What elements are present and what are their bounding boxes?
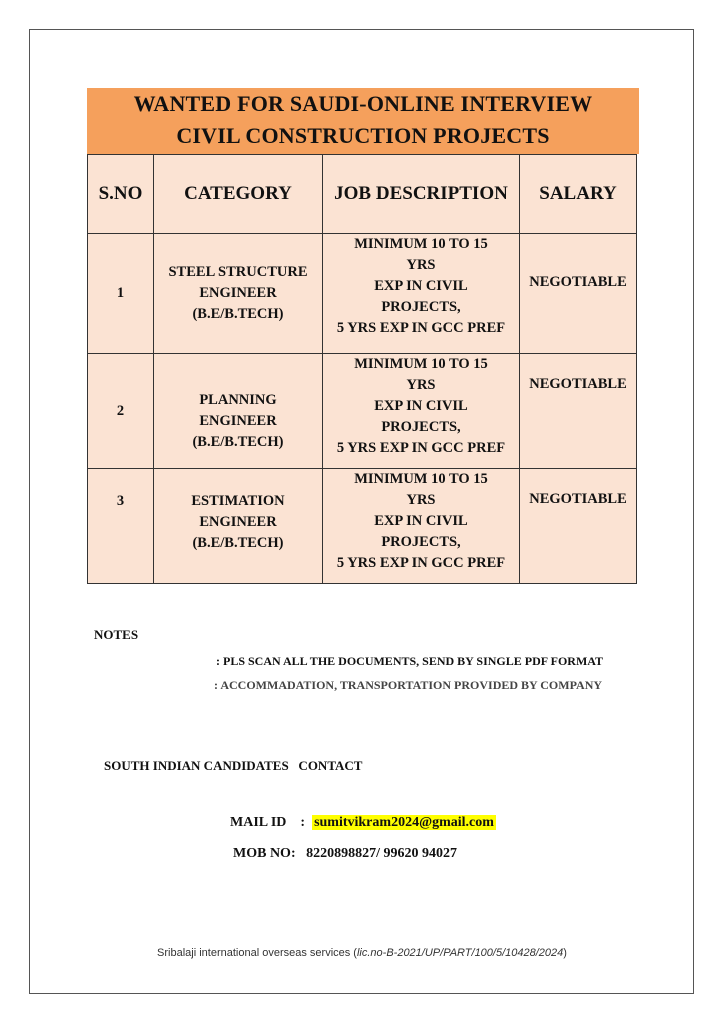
footer-company-name: Sribalaji international overseas services (: [157, 947, 357, 959]
row-sno: 1: [88, 234, 154, 354]
row-job-description: MINIMUM 10 TO 15 YRS EXP IN CIVIL PROJECTS, 5 YRS EXP IN GCC PREF: [323, 234, 520, 354]
header-category: CATEGORY: [154, 155, 323, 234]
mail-link[interactable]: sumitvikram2024@gmail.com: [314, 815, 494, 830]
jobs-table: [87, 154, 637, 584]
row-sno: 3: [88, 469, 154, 584]
table-header-row: [88, 155, 637, 234]
row-salary: NEGOTIABLE: [520, 234, 637, 354]
note-item: : ACCOMMADATION, TRANSPORTATION PROVIDED BY COMPANY: [214, 678, 603, 692]
table-row: [88, 234, 637, 354]
row-salary: NEGOTIABLE: [520, 469, 637, 584]
mobile-number: 8220898827/ 99620 94027: [302, 846, 457, 861]
header-salary: SALARY: [520, 155, 637, 234]
table-row: [88, 469, 637, 584]
row-category: STEEL STRUCTURE ENGINEER (B.E/B.TECH): [154, 234, 323, 354]
row-job-description: MINIMUM 10 TO 15 YRS EXP IN CIVIL PROJECTS, 5 YRS EXP IN GCC PREF: [323, 469, 520, 584]
row-category: PLANNING ENGINEER (B.E/B.TECH): [154, 354, 323, 469]
row-sno: 2: [88, 354, 154, 469]
row-category: ESTIMATION ENGINEER (B.E/B.TECH): [154, 469, 323, 584]
footer-company: [0, 947, 724, 959]
header-banner: [87, 88, 639, 154]
mobile-label: MOB NO:: [233, 846, 303, 861]
footer-close: ): [563, 947, 567, 959]
row-salary: NEGOTIABLE: [520, 354, 637, 469]
header-sno: S.NO: [88, 155, 154, 234]
footer-license: lic.no-B-2021/UP/PART/100/5/10428/2024: [356, 947, 564, 959]
mail-label: MAIL ID :: [230, 815, 313, 830]
notes-title: NOTES: [94, 627, 139, 642]
row-job-description: MINIMUM 10 TO 15 YRS EXP IN CIVIL PROJECTS, 5 YRS EXP IN GCC PREF: [323, 354, 520, 469]
banner-title-line1: WANTED FOR SAUDI-ONLINE INTERVIEW: [133, 91, 593, 116]
header-job-description: JOB DESCRIPTION: [323, 155, 520, 234]
banner-title-line2: CIVIL CONSTRUCTION PROJECTS: [176, 123, 550, 148]
contact-heading: SOUTH INDIAN CANDIDATES CONTACT: [104, 758, 363, 773]
mail-row: [230, 815, 496, 831]
note-item: : PLS SCAN ALL THE DOCUMENTS, SEND BY SINGLE PDF FORMAT: [216, 654, 604, 668]
table-row: [88, 354, 637, 469]
mobile-row: [233, 846, 457, 862]
